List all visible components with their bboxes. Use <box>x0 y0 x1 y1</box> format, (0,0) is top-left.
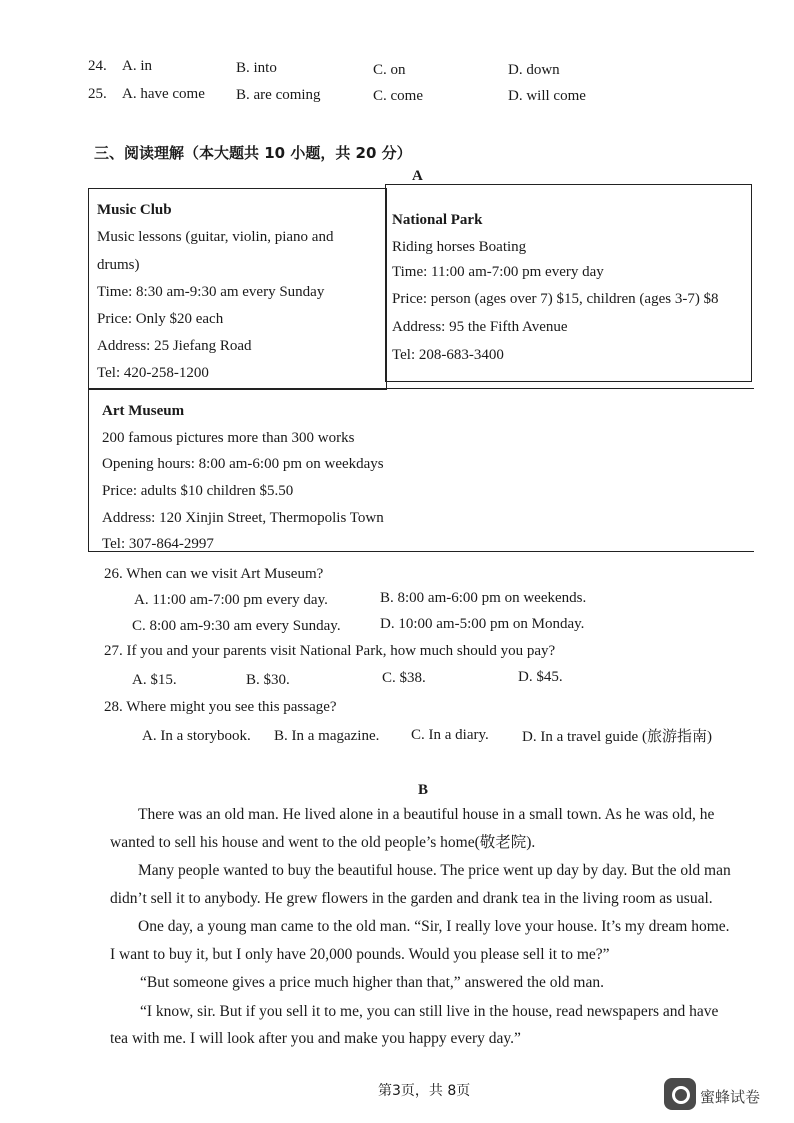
music-club-line: Music lessons (guitar, violin, piano and <box>97 229 334 245</box>
q27-option-d: D. $45. <box>518 669 563 685</box>
section-title: 三、阅读理解（本大题共 10 小题，共 20 分） <box>94 144 412 162</box>
q26-option-d: D. 10:00 am-5:00 pm on Monday. <box>380 616 585 632</box>
national-park-tel: Tel: 208-683-3400 <box>392 347 504 363</box>
art-museum-works: 200 famous pictures more than 300 works <box>102 430 355 446</box>
music-club-line: drums) <box>97 257 140 273</box>
art-museum-price: Price: adults $10 children $5.50 <box>102 483 294 499</box>
q27-option-b: B. $30. <box>246 672 290 688</box>
national-park-price: Price: person (ages over 7) $15, children (ages 3-7) $8 <box>392 291 719 307</box>
q27-question: 27. If you and your parents visit National Park, how much should you pay? <box>104 643 556 659</box>
q28-option-a: A. In a storybook. <box>142 728 251 744</box>
passage-line: didn’t sell it to anybody. He grew flowers in the garden and drank tea in the living room as usual. <box>110 890 713 907</box>
art-museum-tel: Tel: 307-864-2997 <box>102 536 214 552</box>
q25-number: 25. <box>88 86 107 102</box>
q26-question: 26. When can we visit Art Museum? <box>104 566 324 582</box>
music-club-price: Price: Only $20 each <box>97 311 224 327</box>
q28-option-d: D. In a travel guide (旅游指南) <box>522 729 712 745</box>
national-park-title: National Park <box>392 212 483 228</box>
national-park-activities: Riding horses Boating <box>392 239 527 255</box>
art-museum-address: Address: 120 Xinjin Street, Thermopolis Town <box>102 510 384 526</box>
q25-option-a: A. have come <box>122 86 205 102</box>
q25-option-b: B. are coming <box>236 87 321 103</box>
art-museum-title: Art Museum <box>102 403 185 419</box>
q28-question: 28. Where might you see this passage? <box>104 699 337 715</box>
q27-option-a: A. $15. <box>132 672 177 688</box>
q24-option-d: D. down <box>508 62 560 78</box>
music-club-title: Music Club <box>97 202 172 218</box>
q24-number: 24. <box>88 58 107 74</box>
q26-option-c: C. 8:00 am-9:30 am every Sunday. <box>132 618 341 634</box>
music-club-time: Time: 8:30 am-9:30 am every Sunday <box>97 284 325 300</box>
q26-option-a: A. 11:00 am-7:00 pm every day. <box>134 592 328 608</box>
q27-option-c: C. $38. <box>382 670 426 686</box>
passage-line: Many people wanted to buy the beautiful house. The price went up day by day. But the old man <box>138 862 731 879</box>
passage-a-label: A <box>412 168 423 184</box>
q25-option-d: D. will come <box>508 88 586 104</box>
music-club-tel: Tel: 420-258-1200 <box>97 365 209 381</box>
page-number: 第3页，共 8页 <box>378 1083 471 1099</box>
q28-option-c: C. In a diary. <box>411 727 489 743</box>
q24-option-b: B. into <box>236 60 277 76</box>
passage-line: wanted to sell his house and went to the old people’s home(敬老院). <box>110 834 536 851</box>
music-club-address: Address: 25 Jiefang Road <box>97 338 252 354</box>
q24-option-c: C. on <box>373 62 406 78</box>
q24-option-a: A. in <box>122 58 152 74</box>
passage-b-label: B <box>418 782 429 798</box>
passage-line: “I know, sir. But if you sell it to me, you can still live in the house, read newspapers and have <box>140 1003 719 1020</box>
art-museum-hours: Opening hours: 8:00 am-6:00 pm on weekdays <box>102 456 384 472</box>
brand-name: 蜜蜂试卷 <box>700 1088 761 1106</box>
q26-option-b: B. 8:00 am-6:00 pm on weekends. <box>380 590 587 606</box>
passage-line: “But someone gives a price much higher than that,” answered the old man. <box>140 974 604 991</box>
passage-line: There was an old man. He lived alone in a beautiful house in a small town. As he was old, he <box>138 806 715 823</box>
national-park-time: Time: 11:00 am-7:00 pm every day <box>392 264 604 280</box>
national-park-address: Address: 95 the Fifth Avenue <box>392 319 568 335</box>
brand-logo-icon <box>664 1078 696 1110</box>
q25-option-c: C. come <box>373 88 423 104</box>
passage-line: tea with me. I will look after you and make you happy every day.” <box>110 1030 521 1047</box>
passage-line: One day, a young man came to the old man. “Sir, I really love your house. It’s my dream home. <box>138 918 730 935</box>
q28-option-b: B. In a magazine. <box>274 728 380 744</box>
passage-line: I want to buy it, but I only have 20,000 pounds. Would you please sell it to me?” <box>110 946 610 963</box>
